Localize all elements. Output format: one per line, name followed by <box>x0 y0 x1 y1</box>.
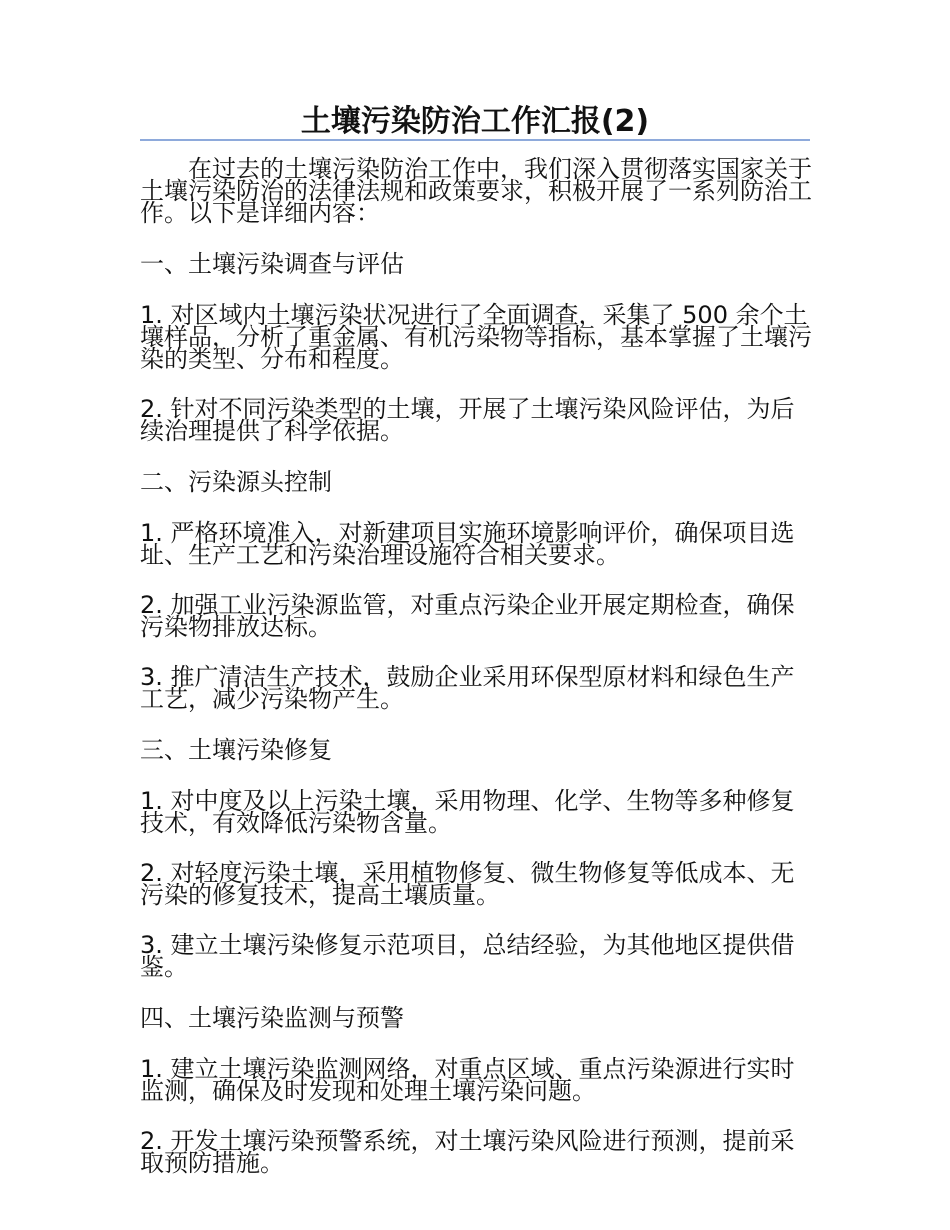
paragraph: 2. 开发土壤污染预警系统，对土壤污染风险进行预测，提前采取预防措施。 <box>140 1127 795 1177</box>
document-title: 土壤污染防治工作汇报(2) <box>300 104 650 139</box>
document-body <box>140 150 812 1177</box>
section-heading-2: 二、污染源头控制 <box>140 468 332 496</box>
paragraph: 1. 建立土壤污染监测网络，对重点区域、重点污染源进行实时监测，确保及时发现和处理土壤污染问题。 <box>140 1055 795 1105</box>
intro-paragraph: 在过去的土壤污染防治工作中，我们深入贯彻落实国家关于土壤污染防治的法律法规和政策要求，积极开展了一系列防治工作。以下是详细内容： <box>140 155 812 227</box>
paragraph: 3. 建立土壤污染修复示范项目，总结经验，为其他地区提供借鉴。 <box>140 931 795 981</box>
paragraph: 1. 对中度及以上污染土壤，采用物理、化学、生物等多种修复技术，有效降低污染物含量。 <box>140 787 795 837</box>
section-heading-1: 一、土壤污染调查与评估 <box>140 250 404 278</box>
paragraph: 2. 加强工业污染源监管，对重点污染企业开展定期检查，确保污染物排放达标。 <box>140 591 795 641</box>
paragraph: 2. 对轻度污染土壤，采用植物修复、微生物修复等低成本、无污染的修复技术，提高土壤质量。 <box>140 859 795 909</box>
title-underline <box>140 139 810 141</box>
paragraph: 2. 针对不同污染类型的土壤，开展了土壤污染风险评估，为后续治理提供了科学依据。 <box>140 395 795 445</box>
paragraph: 1. 对区域内土壤污染状况进行了全面调查，采集了 500 余个土壤样品，分析了重金属、有机污染物等指标，基本掌握了土壤污染的类型、分布和程度。 <box>140 301 812 373</box>
paragraph: 1. 严格环境准入，对新建项目实施环境影响评价，确保项目选址、生产工艺和污染治理设施符合相关要求。 <box>140 519 795 569</box>
paragraph: 3. 推广清洁生产技术，鼓励企业采用环保型原材料和绿色生产工艺，减少污染物产生。 <box>140 663 795 713</box>
section-heading-3: 三、土壤污染修复 <box>140 736 332 764</box>
section-heading-4: 四、土壤污染监测与预警 <box>140 1004 404 1032</box>
